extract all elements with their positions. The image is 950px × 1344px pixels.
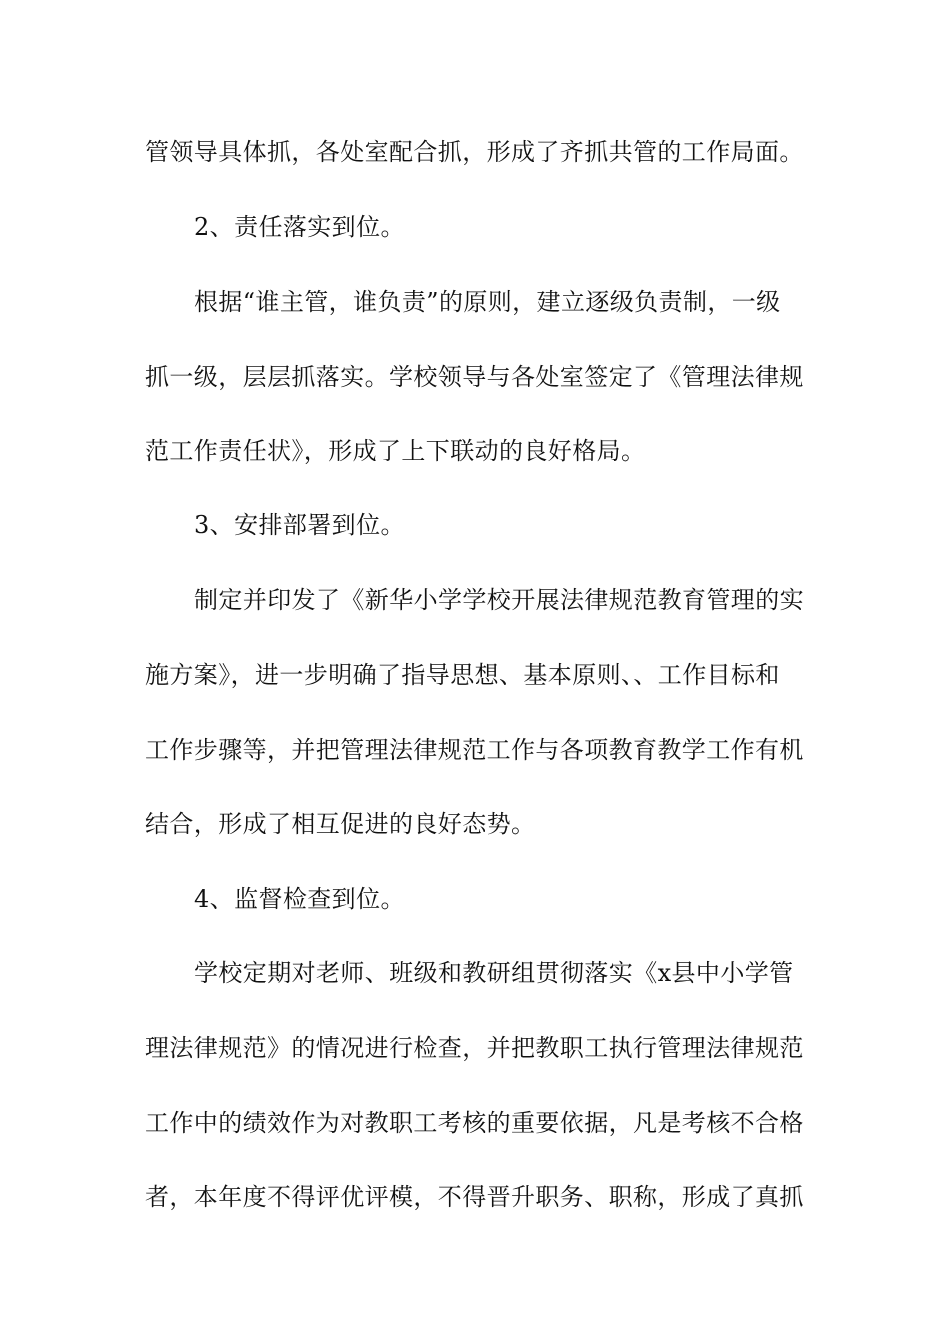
body-text-line: 工作步骤等，并把管理法律规范工作与各项教育教学工作有机	[145, 736, 804, 764]
body-text-line: 根据“谁主管，谁负责”的原则，建立逐级负责制，一级	[194, 288, 781, 316]
body-text-line: 制定并印发了《新华小学学校开展法律规范教育管理的实	[194, 586, 804, 614]
section-heading: 3、安排部署到位。	[194, 511, 405, 539]
body-text-line: 施方案》，进一步明确了指导思想、基本原则、、工作目标和	[145, 661, 780, 689]
body-text-line: 范工作责任状》，形成了上下联动的良好格局。	[145, 437, 646, 465]
body-text-line: 理法律规范》的情况进行检查，并把教职工执行管理法律规范	[145, 1034, 804, 1062]
body-text-line: 学校定期对老师、班级和教研组贯彻落实《x县中小学管	[194, 959, 794, 987]
body-text-line: 抓一级，层层抓落实。学校领导与各处室签定了《管理法律规	[145, 363, 804, 391]
section-heading: 2、责任落实到位。	[194, 213, 405, 241]
body-text-line: 工作中的绩效作为对教职工考核的重要依据，凡是考核不合格	[145, 1109, 804, 1137]
body-text-line: 者，本年度不得评优评模，不得晋升职务、职称，形成了真抓	[145, 1183, 804, 1211]
body-text-line: 结合，形成了相互促进的良好态势。	[145, 810, 536, 838]
body-text-line: 管领导具体抓，各处室配合抓，形成了齐抓共管的工作局面。	[145, 138, 804, 166]
section-heading: 4、监督检查到位。	[194, 885, 405, 913]
